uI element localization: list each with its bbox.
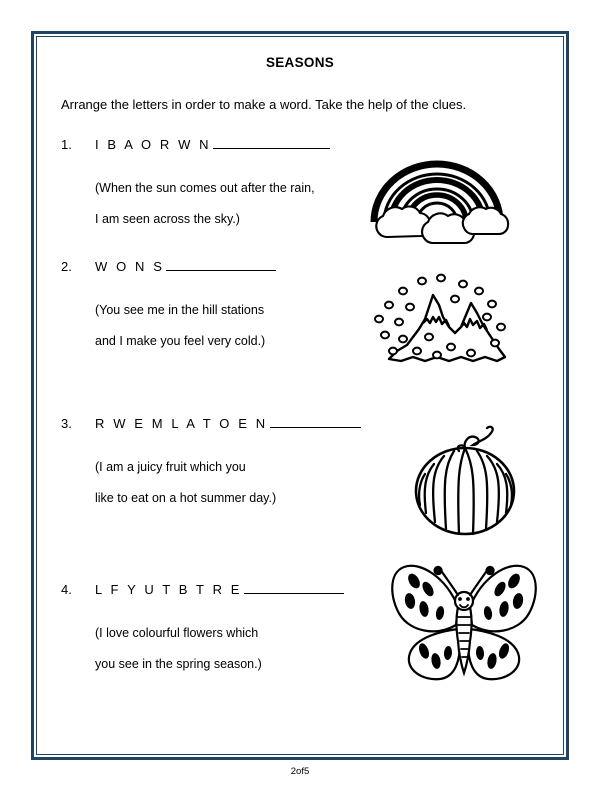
question-1-answer-blank[interactable] (213, 137, 330, 149)
question-2-answer-blank[interactable] (166, 259, 276, 271)
question-1-letters: I B A O R W N (95, 137, 212, 152)
question-1-prompt (61, 137, 361, 152)
question-3-prompt (61, 416, 361, 431)
question-3-clue-line-2: like to eat on a hot summer day.) (95, 491, 277, 505)
question-4-answer-blank[interactable] (244, 582, 344, 594)
question-1-clue-line-1: (When the sun comes out after the rain, (95, 181, 315, 195)
question-2-prompt (61, 259, 361, 274)
watermelon-illustration (399, 419, 534, 539)
question-3-answer-blank[interactable] (270, 416, 361, 428)
page-number-footer: 2of5 (290, 766, 310, 777)
butterfly-illustration (384, 555, 544, 690)
question-item-2 (61, 259, 361, 357)
question-4-clue-line-1: (I love colourful flowers which (95, 626, 259, 640)
worksheet-border-inner (36, 36, 564, 755)
question-1-clue-line-2: I am seen across the sky.) (95, 212, 240, 226)
question-2-clue-line-1: (You see me in the hill stations (95, 303, 265, 317)
question-1-number: 1. (61, 137, 72, 152)
instructions-text: Arrange the letters in order to make a word. Take the help of the clues. (61, 97, 467, 112)
question-4-number: 4. (61, 582, 72, 597)
question-3-number: 3. (61, 416, 72, 431)
snow-mountains-illustration (367, 267, 517, 372)
worksheet-content (37, 37, 563, 754)
question-4-clue (95, 618, 361, 680)
question-2-clue (95, 295, 361, 357)
worksheet-border-frame (31, 31, 569, 760)
question-3-letters: R W E M L A T O E N (95, 416, 268, 431)
question-item-1 (61, 137, 361, 235)
question-4-clue-line-2: you see in the spring season.) (95, 657, 262, 671)
page-title: SEASONS (265, 55, 335, 70)
question-3-clue (95, 452, 361, 514)
question-3-clue-line-1: (I am a juicy fruit which you (95, 460, 246, 474)
question-2-letters: W O N S (95, 259, 165, 274)
question-2-number: 2. (61, 259, 72, 274)
question-1-clue (95, 173, 361, 235)
question-2-clue-line-2: and I make you feel very cold.) (95, 334, 266, 348)
question-item-3 (61, 416, 361, 514)
question-item-4 (61, 582, 361, 680)
rainbow-illustration (364, 142, 514, 247)
question-4-prompt (61, 582, 361, 597)
question-4-letters: L F Y U T B T R E (95, 582, 243, 597)
